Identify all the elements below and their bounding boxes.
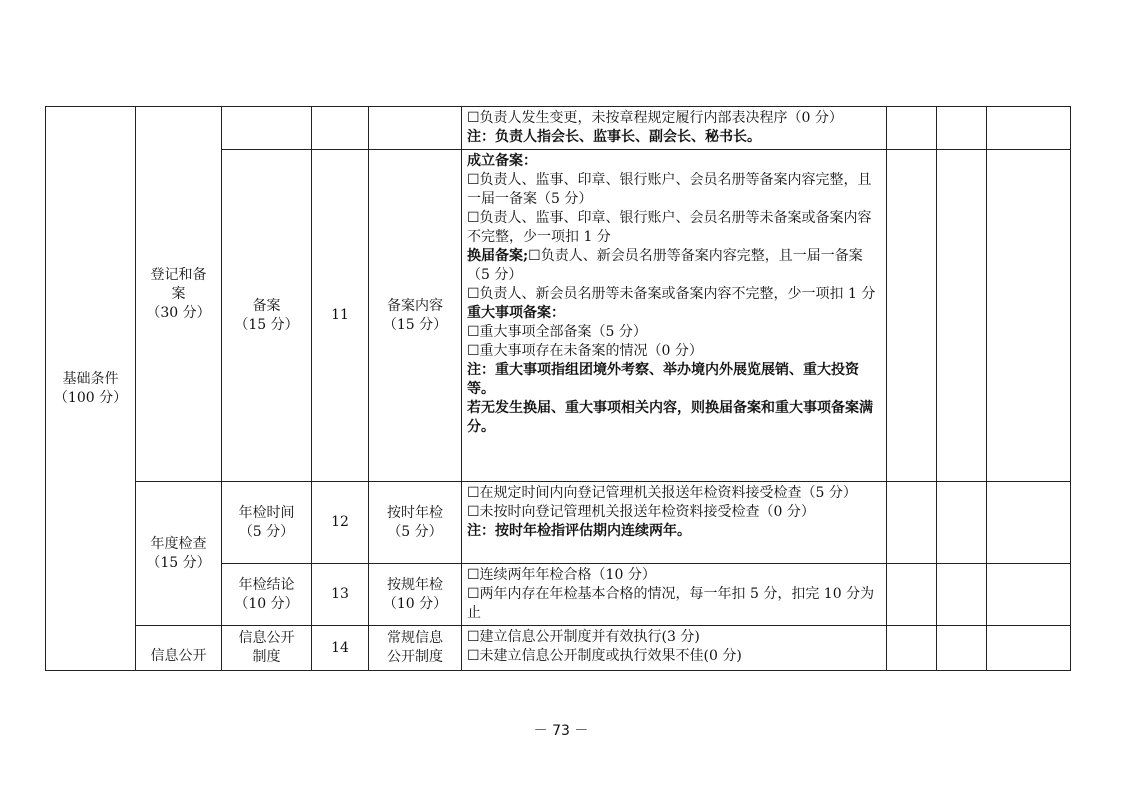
score-cell xyxy=(887,482,937,564)
group-label: 登记和备 xyxy=(150,266,207,283)
group-label: 年度检查 xyxy=(150,535,207,552)
criteria-line: ☐建立信息公开制度并有效执行(3 分) xyxy=(467,629,700,645)
table-row xyxy=(46,482,1071,564)
empty-cell xyxy=(312,107,369,150)
category-score: （100 分） xyxy=(53,389,128,406)
criteria-note: 若无发生换届、重大事项相关内容，则换届备案和重大事项备案满分。 xyxy=(467,400,873,435)
score-cell xyxy=(937,107,987,150)
item-label: 年检结论 xyxy=(238,576,295,593)
criteria-line: ☐未按时向登记管理机关报送年检资料接受检查（0 分） xyxy=(467,504,815,520)
category-label: 基础条件 xyxy=(62,370,119,387)
subitem-label: 按时年检 xyxy=(387,504,443,521)
item-cell xyxy=(222,564,312,626)
index-cell: 14 xyxy=(312,626,369,671)
item-cell xyxy=(222,626,312,671)
score-cell xyxy=(937,626,987,671)
group-score: （30 分） xyxy=(146,304,211,321)
score-cell xyxy=(887,107,937,150)
table-row xyxy=(46,626,1071,671)
criteria-heading: 成立备案： xyxy=(467,153,537,169)
criteria-cell xyxy=(462,150,887,482)
remark-cell xyxy=(987,626,1071,671)
index-cell: 12 xyxy=(312,482,369,564)
criteria-heading: 重大事项备案： xyxy=(467,305,565,321)
score-cell xyxy=(937,150,987,482)
remark-cell xyxy=(987,482,1071,564)
index-cell: 13 xyxy=(312,564,369,626)
criteria-line: ☐重大事项全部备案（5 分） xyxy=(467,324,647,340)
criteria-line: ☐重大事项存在未备案的情况（0 分） xyxy=(467,343,703,359)
item-label: 备案 xyxy=(252,297,281,314)
item-score: （10 分） xyxy=(234,595,299,612)
empty-cell xyxy=(369,107,462,150)
criteria-note: 注：重大事项指组团境外考察、举办境内外展览展销、重大投资等。 xyxy=(467,362,859,397)
group-cell-niandu xyxy=(136,482,222,626)
remark-cell xyxy=(987,564,1071,626)
criteria-line: ☐负责人、新会员名册等未备案或备案内容不完整，少一项扣 1 分 xyxy=(467,286,876,302)
criteria-line: ☐负责人发生变更，未按章程规定履行内部表决程序（0 分） xyxy=(467,110,843,126)
score-cell xyxy=(937,564,987,626)
criteria-line: ☐负责人、监事、印章、银行账户、会员名册等备案内容完整，且一届一备案（5 分） xyxy=(467,172,872,207)
item-score: （5 分） xyxy=(238,523,295,540)
subitem-cell xyxy=(369,564,462,626)
subitem-score: （5 分） xyxy=(387,523,443,540)
subitem-cell xyxy=(369,482,462,564)
index-cell: 11 xyxy=(312,150,369,482)
score-cell xyxy=(887,150,937,482)
item-label-cont: 制度 xyxy=(252,649,281,665)
item-cell xyxy=(222,150,312,482)
score-cell xyxy=(887,626,937,671)
evaluation-table xyxy=(45,106,1071,671)
subitem-cell xyxy=(369,150,462,482)
item-label: 年检时间 xyxy=(238,504,295,521)
category-cell xyxy=(46,107,136,671)
subitem-label: 常规信息 xyxy=(387,630,443,646)
criteria-line: ☐负责人、监事、印章、银行账户、会员名册等未备案或备案内容不完整，少一项扣 1 分 xyxy=(467,210,872,245)
remark-cell xyxy=(987,107,1071,150)
criteria-cell xyxy=(462,482,887,564)
subitem-label: 备案内容 xyxy=(387,297,443,314)
page-number: － 73 － xyxy=(533,723,589,739)
criteria-line xyxy=(467,247,881,285)
criteria-line: ☐未建立信息公开制度或执行效果不佳(0 分) xyxy=(467,648,742,664)
group-cell-dengji xyxy=(136,107,222,482)
group-label-cont: 案 xyxy=(171,285,186,302)
criteria-line: ☐两年内存在年检基本合格的情况，每一年扣 5 分，扣完 10 分为止 xyxy=(467,586,875,621)
score-cell xyxy=(937,482,987,564)
table-row xyxy=(46,107,1071,150)
subitem-score: （10 分） xyxy=(382,595,448,612)
criteria-note: 注：按时年检指评估期内连续两年。 xyxy=(467,523,691,539)
subitem-label-cont: 公开制度 xyxy=(387,649,443,665)
criteria-cell xyxy=(462,107,887,150)
criteria-cell xyxy=(462,626,887,671)
group-label: 信息公开 xyxy=(150,648,207,664)
subitem-label: 按规年检 xyxy=(387,576,443,593)
item-label: 信息公开 xyxy=(238,630,295,646)
criteria-cell xyxy=(462,564,887,626)
criteria-line: ☐连续两年年检合格（10 分） xyxy=(467,567,656,583)
item-score: （15 分） xyxy=(234,316,299,333)
item-cell xyxy=(222,482,312,564)
subitem-score: （15 分） xyxy=(382,316,448,333)
score-cell xyxy=(887,564,937,626)
criteria-heading-inline: 换届备案; xyxy=(467,248,529,264)
empty-cell xyxy=(222,107,312,150)
criteria-line: ☐在规定时间内向登记管理机关报送年检资料接受检查（5 分） xyxy=(467,485,857,501)
group-cell-xinxi xyxy=(136,626,222,671)
group-score: （15 分） xyxy=(146,554,211,571)
subitem-cell xyxy=(369,626,462,671)
criteria-text: ☐负责人、新会员名册等备案内容完整，且一届一备案（5 分） xyxy=(467,248,863,283)
criteria-note: 注：负责人指会长、监事长、副会长、秘书长。 xyxy=(467,129,761,145)
remark-cell xyxy=(987,150,1071,482)
